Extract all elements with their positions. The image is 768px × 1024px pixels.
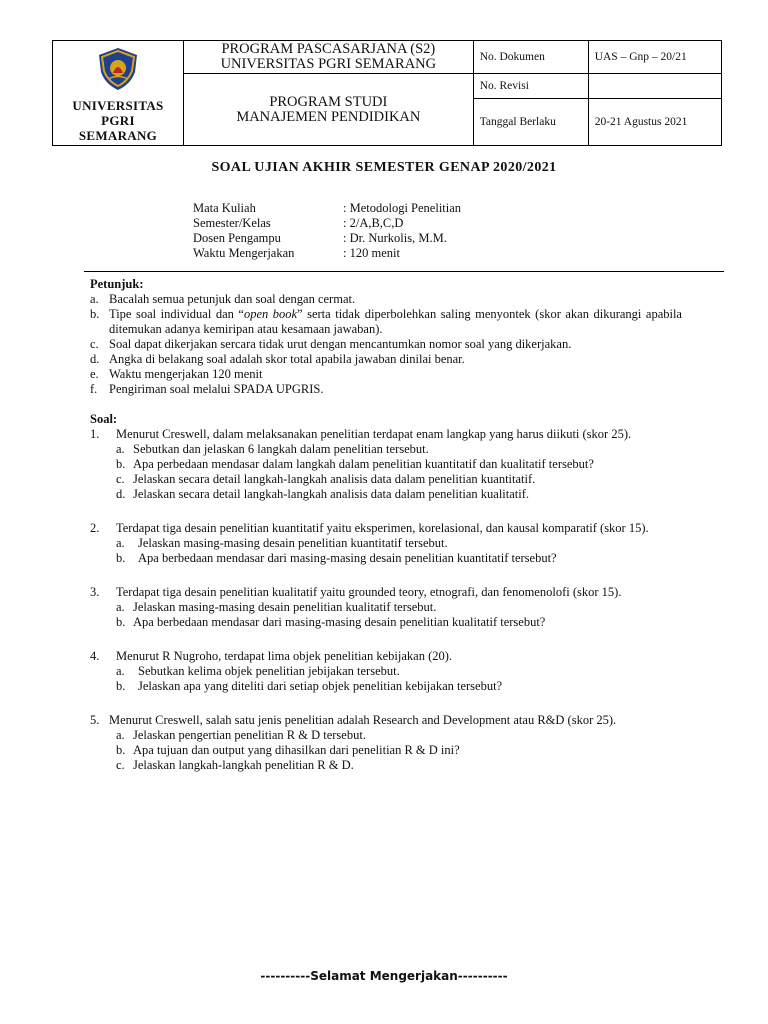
sub-question-marker: c. xyxy=(116,758,125,772)
divider-line xyxy=(84,271,724,272)
instruction-item xyxy=(90,337,682,352)
sub-question xyxy=(116,457,682,472)
info-key: Semester/Kelas xyxy=(193,216,271,230)
info-row xyxy=(193,201,461,216)
sub-question xyxy=(116,679,682,694)
instruction-text: Pengiriman soal melalui SPADA UPGRIS. xyxy=(109,382,324,396)
sub-question-text: Sebutkan kelima objek penelitian jebijakan tersebut. xyxy=(138,664,400,678)
doc-number-value: UAS – Gnp – 20/21 xyxy=(588,41,721,74)
instruction-item xyxy=(90,307,682,337)
sub-question xyxy=(116,758,682,773)
instruction-text-italic: open book xyxy=(243,307,298,321)
revision-value xyxy=(588,74,721,99)
instruction-marker: d. xyxy=(90,352,100,366)
question-text: Menurut R Nugroho, terdapat lima objek penelitian kebijakan (20). xyxy=(116,649,453,663)
instruction-item xyxy=(90,292,682,307)
info-row xyxy=(193,216,461,231)
sub-question-text: Jelaskan secara detail langkah-langkah analisis data dalam penelitian kualitatif. xyxy=(133,487,530,501)
sub-question xyxy=(116,472,682,487)
instruction-marker: a. xyxy=(90,292,99,306)
exam-title: SOAL UJIAN AKHIR SEMESTER GENAP 2020/2021 xyxy=(211,160,557,175)
sub-question xyxy=(116,615,682,630)
program-line-1: PROGRAM PASCASARJANA (S2) xyxy=(221,41,436,57)
question-1 xyxy=(90,427,682,442)
instruction-text: Waktu mengerjakan 120 menit xyxy=(109,367,263,381)
question-2 xyxy=(90,521,682,536)
logo-cell xyxy=(53,41,184,146)
sub-question-text: Apa berbedaan mendasar dari masing-masing desain penelitian kuantitatif tersebut? xyxy=(138,551,557,565)
logo-text-line-3: SEMARANG xyxy=(78,127,158,143)
exam-content xyxy=(90,277,682,773)
question-number: 1. xyxy=(90,427,100,441)
question-number: 4. xyxy=(90,649,100,663)
instruction-text-post: ” serta tidak diperbolehkan saling menyontek (skor akan dikurangi apabila ditemukan adanya kemiripan atau kesamaan jawaban). xyxy=(109,307,682,336)
valid-date-label: Tanggal Berlaku xyxy=(473,99,588,146)
instruction-marker: c. xyxy=(90,337,99,351)
sub-question-marker: b. xyxy=(116,551,126,565)
info-value: : 2/A,B,C,D xyxy=(343,216,404,230)
course-info xyxy=(193,201,461,261)
sub-question-text: Jelaskan secara detail langkah-langkah analisis data dalam penelitian kuantitatif. xyxy=(133,472,536,486)
info-row xyxy=(193,231,461,246)
document-header-table xyxy=(52,40,722,146)
info-row xyxy=(193,246,461,261)
instructions-heading: Petunjuk: xyxy=(90,277,144,291)
sub-question-marker: c. xyxy=(116,472,125,486)
sub-question xyxy=(116,551,682,566)
program-cell xyxy=(184,41,474,74)
info-key: Waktu Mengerjakan xyxy=(193,246,295,260)
question-3 xyxy=(90,585,682,600)
closing-message: ----------Selamat Mengerjakan---------- xyxy=(260,969,508,983)
sub-question xyxy=(116,664,682,679)
study-line-1: PROGRAM STUDI xyxy=(269,93,388,110)
sub-question xyxy=(116,536,682,551)
question-4 xyxy=(90,649,682,664)
instruction-text-pre: Tipe soal individual dan “ xyxy=(109,307,244,321)
question-5 xyxy=(90,713,682,728)
sub-question-marker: a. xyxy=(116,664,125,678)
sub-question-marker: b. xyxy=(116,679,126,693)
instruction-text: Soal dapat dikerjakan sercara tidak urut dengan mencantumkan nomor soal yang dikerjakan. xyxy=(109,337,572,351)
logo-text-line-1: UNIVERSITAS xyxy=(72,97,164,113)
info-value: : 120 menit xyxy=(343,246,400,260)
study-line-2: MANAJEMEN PENDIDIKAN xyxy=(236,108,421,125)
sub-question-marker: a. xyxy=(116,600,125,614)
sub-question xyxy=(116,743,682,758)
info-key: Mata Kuliah xyxy=(193,201,256,215)
question-text: Menurut Creswell, salah satu jenis penelitian adalah Research and Development atau R&D (skor 25). xyxy=(109,713,617,727)
info-value: : Metodologi Penelitian xyxy=(343,201,462,215)
instruction-item xyxy=(90,367,682,382)
instruction-text: Angka di belakang soal adalah skor total apabila jawaban dinilai benar. xyxy=(109,352,465,366)
instruction-text: Bacalah semua petunjuk dan soal dengan cermat. xyxy=(109,292,356,306)
university-logo-icon xyxy=(95,46,141,92)
instruction-text xyxy=(109,307,682,337)
questions-heading: Soal: xyxy=(90,412,118,426)
sub-question-marker: b. xyxy=(116,743,126,757)
sub-question-text: Jelaskan apa yang diteliti dari setiap objek penelitian kebijakan tersebut? xyxy=(138,679,503,693)
question-number: 3. xyxy=(90,585,100,599)
instruction-item xyxy=(90,352,682,367)
sub-question xyxy=(116,442,682,457)
valid-date-value: 20-21 Agustus 2021 xyxy=(588,99,721,146)
sub-question-marker: a. xyxy=(116,728,125,742)
question-text: Menurut Creswell, dalam melaksanakan penelitian terdapat enam langkap yang harus diikuti (skor 25). xyxy=(116,427,632,441)
logo-text-line-2: PGRI xyxy=(101,112,135,128)
sub-question-text: Apa berbedaan mendasar dari masing-masing desain penelitian kualitatif tersebut? xyxy=(133,615,546,629)
sub-question-marker: b. xyxy=(116,615,126,629)
program-line-2: UNIVERSITAS PGRI SEMARANG xyxy=(220,56,437,72)
question-text: Terdapat tiga desain penelitian kuantitatif yaitu eksperimen, korelasional, dan kausal komparatif (skor 15). xyxy=(116,521,649,535)
sub-question-text: Jelaskan masing-masing desain penelitian kualitatif tersebut. xyxy=(133,600,437,614)
study-program-cell xyxy=(184,74,474,146)
doc-number-label: No. Dokumen xyxy=(473,41,588,74)
instruction-item xyxy=(90,382,682,397)
info-value: : Dr. Nurkolis, M.M. xyxy=(343,231,447,245)
sub-question-marker: d. xyxy=(116,487,126,501)
question-number: 5. xyxy=(90,713,100,727)
sub-question-text: Sebutkan dan jelaskan 6 langkah dalam penelitian tersebut. xyxy=(133,442,429,456)
info-key: Dosen Pengampu xyxy=(193,231,281,245)
revision-label: No. Revisi xyxy=(473,74,588,99)
sub-question-text: Jelaskan pengertian penelitian R & D tersebut. xyxy=(133,728,366,742)
sub-question xyxy=(116,600,682,615)
sub-question-marker: a. xyxy=(116,442,125,456)
sub-question-marker: a. xyxy=(116,536,125,550)
instruction-marker: f. xyxy=(90,382,98,396)
sub-question-text: Apa tujuan dan output yang dihasilkan dari penelitian R & D ini? xyxy=(133,743,460,757)
sub-question xyxy=(116,728,682,743)
question-number: 2. xyxy=(90,521,100,535)
instruction-marker: e. xyxy=(90,367,99,381)
sub-question xyxy=(116,487,682,502)
sub-question-text: Jelaskan langkah-langkah penelitian R & D. xyxy=(133,758,354,772)
sub-question-text: Apa perbedaan mendasar dalam langkah dalam penelitian kuantitatif dan kualitatif tersebut? xyxy=(133,457,594,471)
sub-question-text: Jelaskan masing-masing desain penelitian kuantitatif tersebut. xyxy=(138,536,448,550)
sub-question-marker: b. xyxy=(116,457,126,471)
question-text: Terdapat tiga desain penelitian kualitatif yaitu grounded teory, etnografi, dan fenomenolofi (skor 15). xyxy=(116,585,622,599)
instruction-marker: b. xyxy=(90,307,100,321)
